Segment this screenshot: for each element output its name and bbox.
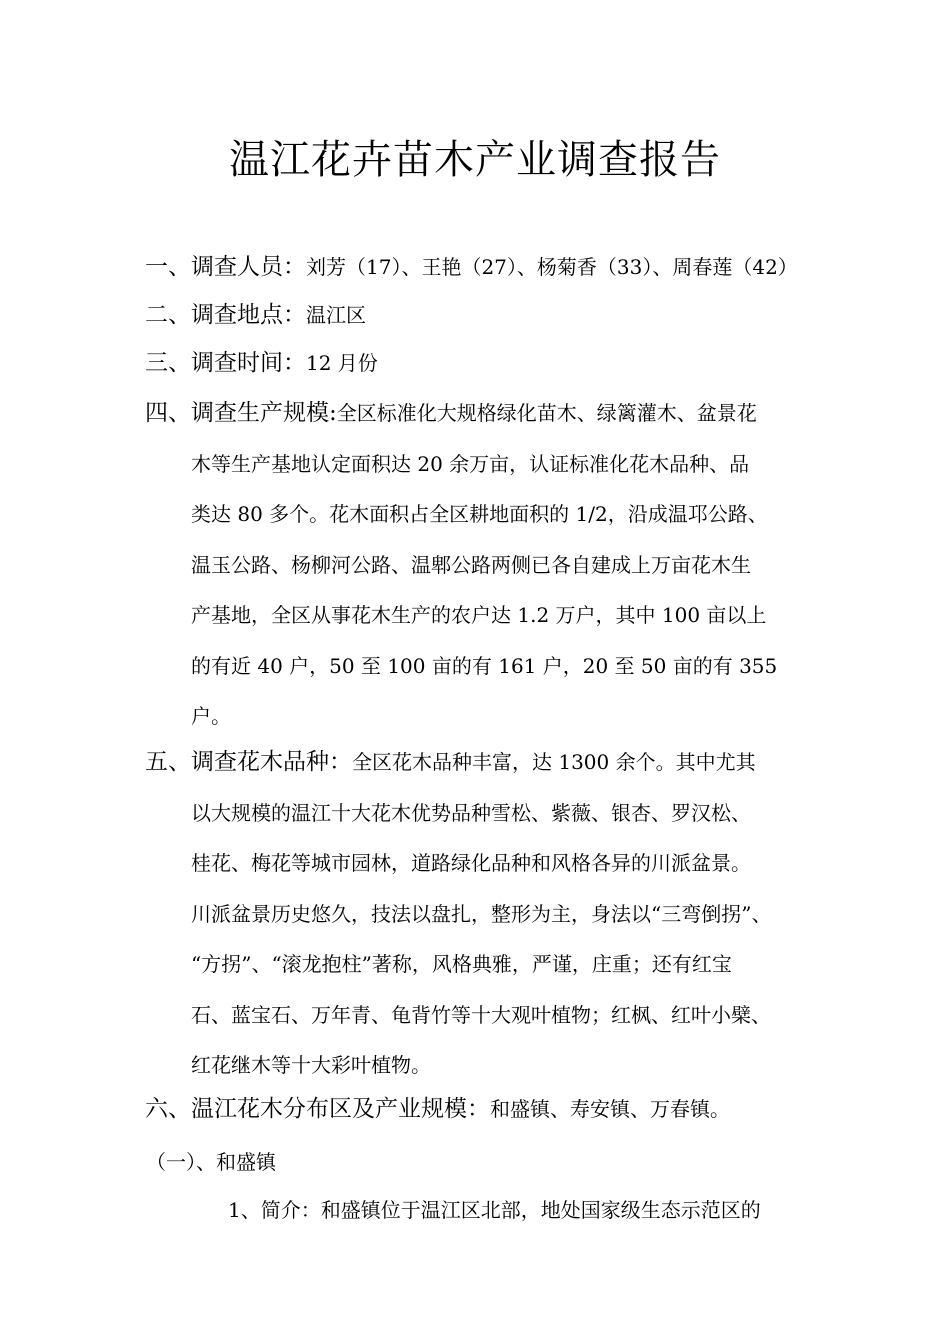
paragraph-line: 全区花木品种丰富，达 1300 余个。其中尤其	[352, 750, 756, 774]
paragraph-line: 类达 80 多个。花木面积占全区耕地面积的 1/2，沿成温邛公路、	[191, 502, 768, 526]
paragraph-line: 温玉公路、杨柳河公路、温郫公路两侧已各自建成上万亩花木生	[191, 552, 751, 577]
paragraph-line: 全区标准化大规格绿化苗木、绿篱灌木、盆景花	[336, 401, 757, 425]
item-text: 和盛镇、寿安镇、万春镇。	[490, 1097, 730, 1121]
item-distribution	[145, 1098, 730, 1121]
paragraph-line: 木等生产基地认定面积达 20 余万亩，认证标准化花木品种、品	[191, 451, 750, 476]
paragraph-line: 以大规模的温江十大花木优势品种雪松、紫薇、银杏、罗汉松、	[191, 800, 751, 825]
paragraph-line: 石、蓝宝石、万年青、龟背竹等十大观叶植物；红枫、红叶小檗、	[191, 1002, 771, 1027]
item-production-scale	[145, 388, 810, 742]
item-text: 温江区	[306, 303, 366, 327]
paragraph-line: 的有近 40 户，50 至 100 亩的有 161 户，20 至 50 亩的有 355	[191, 653, 778, 678]
item-text: 12 月份	[306, 351, 378, 375]
item-varieties	[145, 737, 810, 1091]
item-location	[145, 304, 366, 327]
item-heading: 一、调查人员：	[145, 254, 306, 280]
paragraph-line: 川派盆景历史悠久，技法以盘扎，整形为主，身法以“三弯倒拐”、	[191, 901, 772, 926]
item-investigators	[145, 256, 798, 279]
item-heading: 五、调查花木品种：	[145, 749, 352, 775]
paragraph-line: 桂花、梅花等城市园林，道路绿化品种和风格各异的川派盆景。	[191, 851, 751, 875]
paragraph-line: 户。	[191, 704, 231, 728]
page-title: 温江花卉苗木产业调查报告	[229, 137, 721, 183]
item-time	[145, 352, 378, 375]
paragraph-line: 产基地，全区从事花木生产的农户达 1.2 万户，其中 100 亩以上	[191, 603, 767, 627]
item-heading: 六、温江花木分布区及产业规模：	[145, 1096, 490, 1122]
subsection-paragraph: 1、简介：和盛镇位于温江区北部，地处国家级生态示范区的	[228, 1198, 761, 1222]
item-heading: 四、调查生产规模:	[145, 400, 337, 426]
paragraph-line: “方拐”、“滚龙抱柱”著称，风格典雅，严谨，庄重；还有红宝	[191, 952, 732, 976]
subsection-heading: （一）、和盛镇	[146, 1150, 276, 1174]
item-text: 刘芳（17）、王艳（27）、杨菊香（33）、周春莲（42）	[306, 255, 798, 279]
paragraph-line: 红花继木等十大彩叶植物。	[191, 1053, 431, 1077]
item-heading: 二、调查地点：	[145, 302, 306, 328]
item-heading: 三、调查时间：	[145, 350, 306, 376]
